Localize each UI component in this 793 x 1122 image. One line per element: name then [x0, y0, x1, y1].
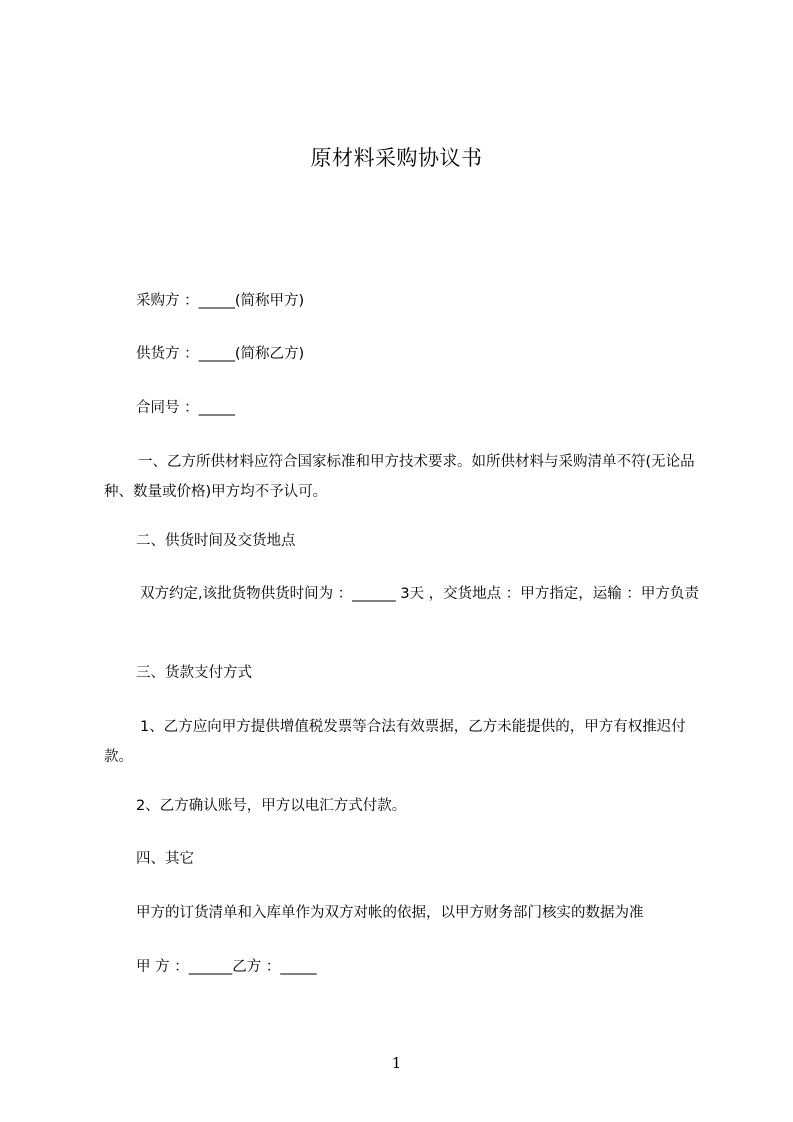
section-2-heading: 二、供货时间及交货地点: [136, 533, 296, 549]
page-number: 1: [391, 1054, 402, 1072]
section-3-item-2: 2、乙方确认账号，甲方以电汇方式付款。: [136, 798, 407, 814]
signature-line: 甲 方 ：______乙方 ：_____: [136, 959, 317, 975]
section-4-heading: 四、其它: [136, 851, 194, 867]
section-4-text: 甲方的订货清单和入库单作为双方对帐的依据，以甲方财务部门核实的数据为准: [136, 905, 644, 921]
section-2-text: 双方约定,该批货物供货时间为 ：______ 3天 ，交货地点 ：甲方指定，运输 ：甲方负责: [140, 586, 699, 602]
clause-1: 一、乙方所供材料应符合国家标准和甲方技术要求。如所供材料与采购清单不符(无论品种、数量或价格)甲方均不予认可。: [104, 454, 695, 500]
contract-number-line: 合同号 ：_____: [136, 400, 235, 416]
document-title: 原材料采购协议书: [310, 146, 483, 170]
section-3-heading: 三、货款支付方式: [136, 665, 252, 681]
buyer-line: 采购方 ：_____(简称甲方): [136, 293, 305, 309]
section-3-item-1: 1、乙方应向甲方提供增值税发票等合法有效票据，乙方未能提供的，甲方有权推迟付款。: [104, 719, 686, 765]
supplier-line: 供货方 ：_____(简称乙方): [136, 346, 305, 362]
